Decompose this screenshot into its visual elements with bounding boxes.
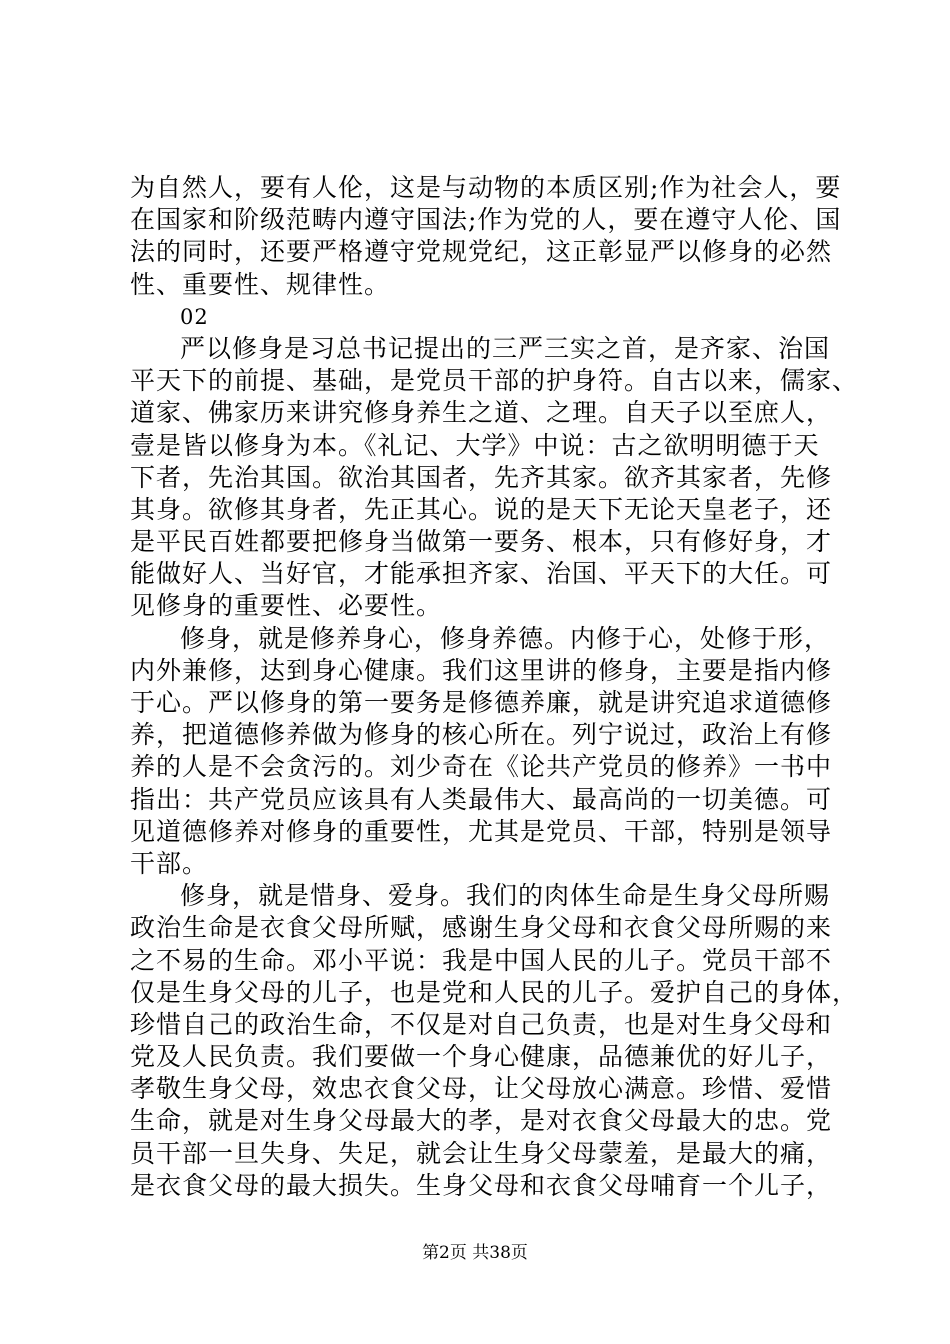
text-line: 在国家和阶级范畴内遵守国法;作为党的人，要在遵守人伦、国 [130,205,842,235]
text-line: 下者，先治其国。欲治其国者，先齐其家。欲齐其家者，先修 [130,462,833,492]
text-line: 是衣食父母的最大损失。生身父母和衣食父母哺育一个儿子， [130,1170,833,1200]
text-line: 平天下的前提、基础，是党员干部的护身符。自古以来，儒家、 [130,366,859,396]
text-line: 修身，就是惜身、爱身。我们的肉体生命是生身父母所赐 [180,881,831,911]
text-line: 仅是生身父母的儿子，也是党和人民的儿子。爱护自己的身体， [130,977,859,1007]
text-line: 员干部一旦失身、失足，就会让生身父母蒙羞，是最大的痛， [130,1138,833,1168]
text-line: 见修身的重要性、必要性。 [130,591,443,621]
text-line: 法的同时，还要严格遵守党规党纪，这正彰显严以修身的必然 [130,237,833,267]
document-body [130,172,859,1202]
text-line: 之不易的生命。邓小平说：我是中国人民的儿子。党员干部不 [130,945,833,975]
text-line: 能做好人、当好官，才能承担齐家、治国、平天下的大任。可 [130,559,833,589]
text-line: 为自然人，要有人伦，这是与动物的本质区别;作为社会人，要 [130,173,842,202]
text-line: 珍惜自己的政治生命，不仅是对自己负责，也是对生身父母和 [130,1009,833,1039]
text-line: 其身。欲修其身者，先正其心。说的是天下无论天皇老子，还 [130,494,833,524]
text-line: 养的人是不会贪污的。刘少奇在《论共产党员的修养》一书中 [130,752,833,782]
text-line: 孝敬生身父母，效忠衣食父母，让父母放心满意。珍惜、爱惜 [130,1074,833,1104]
page-footer: 第2页 共38页 [422,1243,528,1263]
text-line: 政治生命是衣食父母所赋，感谢生身父母和衣食父母所赐的来 [130,913,833,943]
text-line: 是平民百姓都要把修身当做第一要务、根本，只有修好身，才 [130,527,833,557]
text-line: 党及人民负责。我们要做一个身心健康，品德兼优的好儿子， [130,1042,833,1072]
text-line: 干部。 [130,848,209,878]
text-line: 壹是皆以修身为本。《礼记、大学》中说：古之欲明明德于天 [130,430,820,460]
text-line: 道家、佛家历来讲究修身养生之道、之理。自天子以至庶人， [130,398,833,428]
text-line: 于心。严以修身的第一要务是修德养廉，就是讲究追求道德修 [130,688,833,717]
section-number: 02 [180,304,209,329]
text-line: 生命，就是对生身父母最大的孝，是对衣食父母最大的忠。党 [130,1106,833,1136]
text-line: 见道德修养对修身的重要性，尤其是党员、干部，特别是领导 [130,816,833,846]
text-line: 严以修身是习总书记提出的三严三实之首，是齐家、治国 [180,333,831,363]
text-line: 修身，就是修养身心，修身养德。内修于心，处修于形， [180,623,831,653]
text-line: 养，把道德修养做为修身的核心所在。列宁说过，政治上有修 [130,720,833,750]
text-line: 内外兼修，达到身心健康。我们这里讲的修身，主要是指内修 [130,655,833,685]
text-line: 性、重要性、规律性。 [130,269,391,299]
text-line: 指出：共产党员应该具有人类最伟大、最高尚的一切美德。可 [130,784,833,814]
